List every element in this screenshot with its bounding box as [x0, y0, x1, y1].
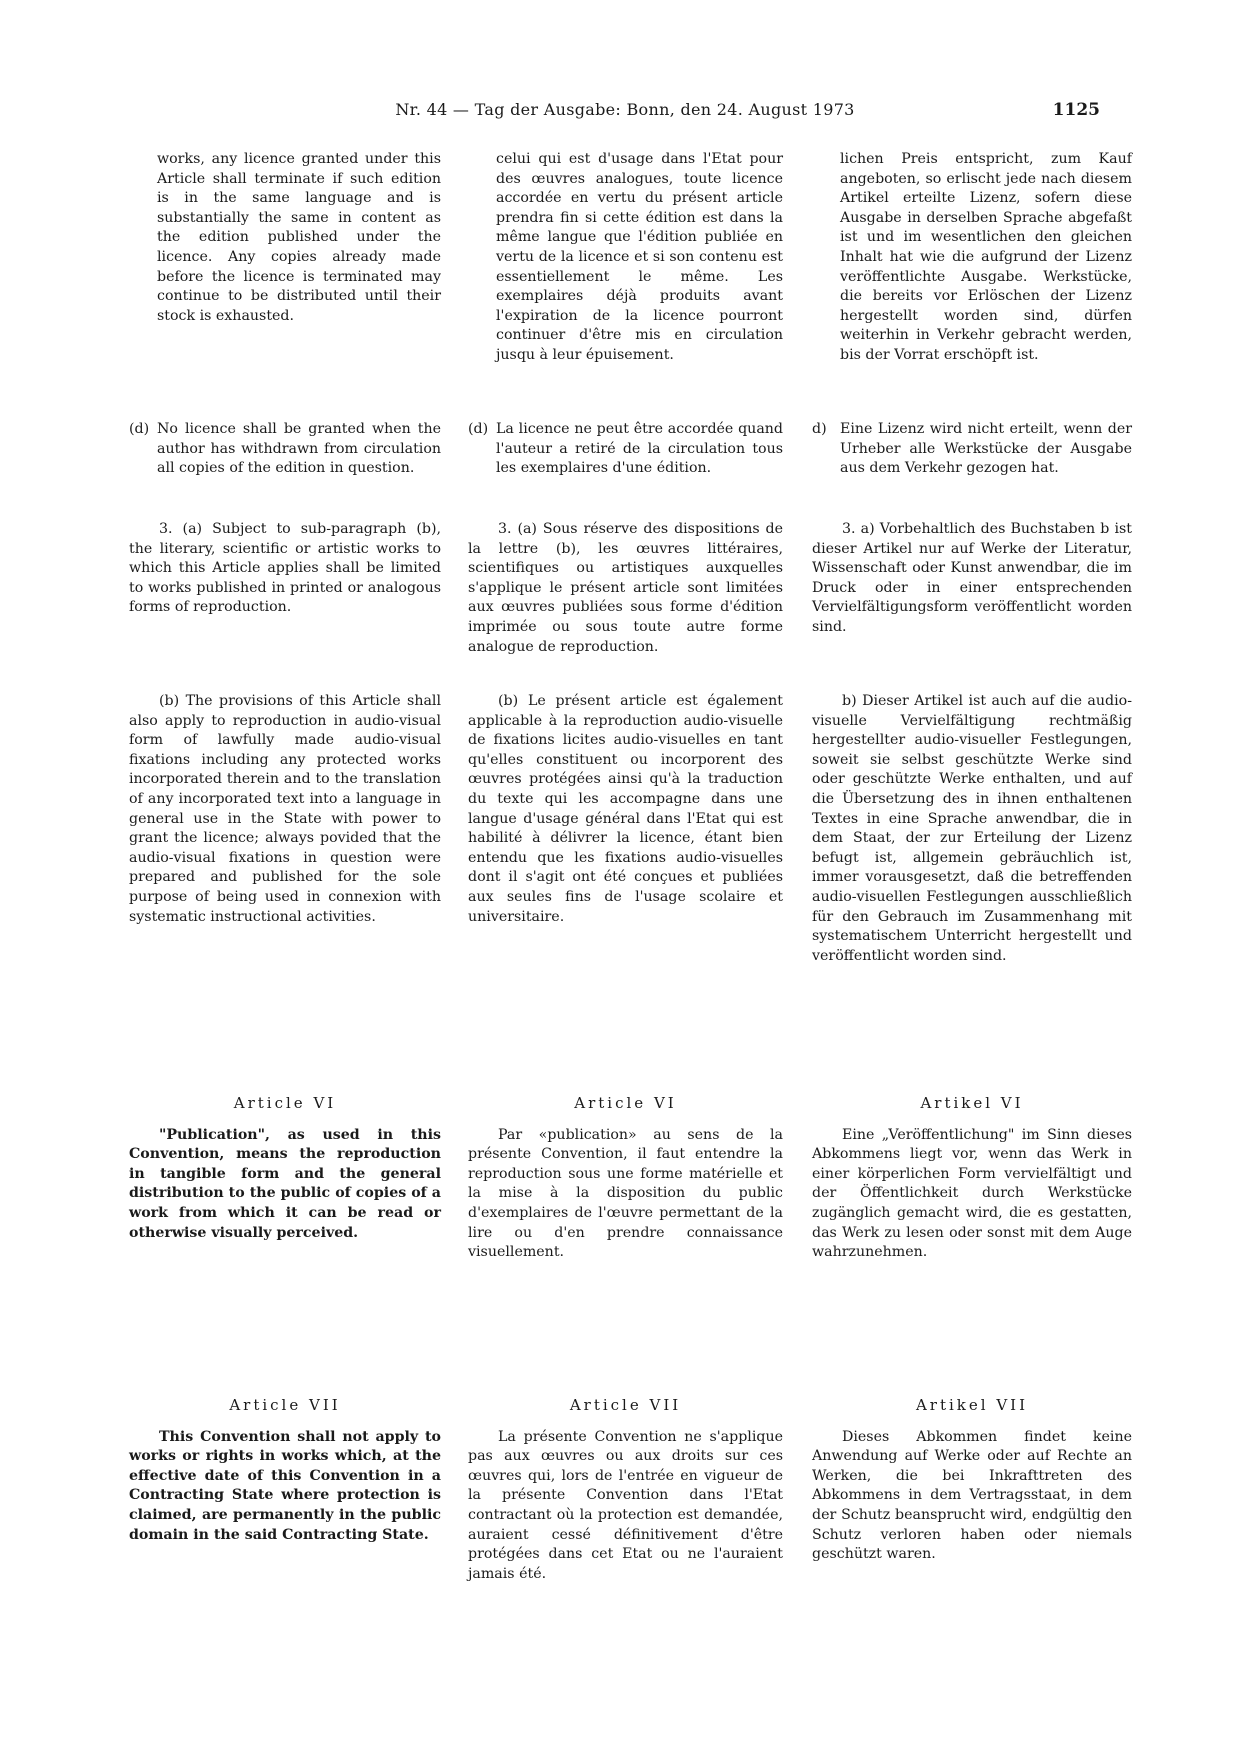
en-article-6-text: "Publication", as used in this Convention, means the reproduction in tangible form and the general distribution to the public of copies of a work from which it can be read or otherwise visually perceived. [129, 1126, 441, 1241]
fr-article-6 [468, 1094, 783, 1263]
en-article-7-text: This Convention shall not apply to works or rights in works which, at the effective date of this Convention in a Contracting State where protection is claimed, are permanently in the public domain in the said Contracting State. [129, 1428, 441, 1543]
de-paragraph-3b-text: b) Dieser Artikel ist auch auf die audio-visuelle Vervielfältigung rechtmäßig hergestellter audio-visueller Festlegungen, soweit sie selbst geschützte Werke sind oder geschützte Werke enthalten, und auf die Übersetzung des in ihnen enthaltenen Textes in eine Sprache anwendbar, die in dem Staat, der zur Erteilung der Lizenz befugt ist, allgemein gebräuchlich ist, immer vorausgesetzt, daß die betreffenden audio-visuellen Festlegungen ausschließlich für den Gebrauch im Zusammenhang mit systematischem Unterricht hergestellt und veröffentlicht worden sind. [812, 693, 1132, 964]
fr-item-d [468, 420, 783, 479]
de-paragraph-3a-text: 3. a) Vorbehaltlich des Buchstaben b ist dieser Artikel nur auf Werke der Literatur, Wissenschaft oder Kunst anwendbar, die im Druck oder in einer entsprechenden Vervielfältigungsform veröffentlicht worden sind. [812, 521, 1132, 635]
de-continuation-text: lichen Preis entspricht, zum Kauf angeboten, so erlischt jede nach diesem Artikel erteilte Lizenz, sofern diese Ausgabe in derselben Sprache abgefaßt ist und im wesentlichen den gleichen Inhalt hat wie die aufgrund der Lizenz veröffentlichte Ausgabe. Werkstücke, die bereits vor Erlöschen der Lizenz hergestellt worden sind, dürfen weiterhin in Verkehr gebracht werden, bis der Vorrat erschöpft ist. [840, 151, 1132, 363]
fr-article-7-text: La présente Convention ne s'applique pas aux œuvres ou aux droits sur ces œuvres qui, lors de l'entrée en vigueur de la présente Convention dans l'Etat contractant où la protection est demandée, auraient cessé définitivement d'être protégées dans cet Etat ou ne l'auraient jamais été. [468, 1428, 783, 1582]
fr-article-6-text: Par «publication» au sens de la présente Convention, il faut entendre la reproduction sous une forme matérielle et la mise à la disposition du public d'exemplaires de l'œuvre permettant de la lire ou d'en prendre connaissance visuellement. [468, 1126, 783, 1261]
header-title: Nr. 44 — Tag der Ausgabe: Bonn, den 24. August 1973 [395, 100, 855, 119]
fr-paragraph-3a-text: 3. (a) Sous réserve des dispositions de la lettre (b), les œuvres littéraires, scientifiques ou artistiques auxquelles s'applique le présent article sont limitées aux œuvres publiées sous forme d'édition imprimée ou sous toute autre forme analogue de reproduction. [468, 521, 783, 655]
de-article-6-text: Eine „Veröffentlichung" im Sinn dieses Abkommens liegt vor, wenn das Werk in einer körperlichen Form vervielfältigt und der Öffentlichkeit durch Werkstücke zugänglich gemacht wird, die es gestatten, das Werk zu lesen oder sonst mit dem Auge wahrzunehmen. [812, 1126, 1132, 1261]
de-item-d-mark: d) [812, 421, 827, 437]
de-item-d-text: Eine Lizenz wird nicht erteilt, wenn der Urheber alle Werkstücke der Ausgabe aus dem Verkehr gezogen hat. [840, 421, 1132, 477]
en-paragraph-3a-text: 3. (a) Subject to sub-paragraph (b), the literary, scientific or artistic works to which this Article applies shall be limited to works published in printed or analogous forms of reproduction. [129, 521, 441, 616]
en-item-d-mark: (d) [129, 421, 150, 437]
page-header [150, 100, 1100, 124]
en-article-7 [129, 1396, 441, 1545]
fr-item-d-mark: (d) [468, 421, 489, 437]
fr-paragraph-3b-text: (b) Le présent article est également applicable à la reproduction audio-visuelle de fixations licites audio-visuelles en tant qu'elles constituent ou incorporent des œuvres protégées ainsi qu'à la traduction du texte qui les accompagne dans une langue d'usage général dans l'Etat qui est habilité à délivrer la licence, étant bien entendu que les fixations audio-visuelles dont il s'agit ont été conçues et publiées aux seules fins de l'usage scolaire et universitaire. [468, 693, 783, 925]
de-article-6 [812, 1094, 1132, 1263]
fr-article-6-title: Article VI [574, 1094, 677, 1112]
de-article-7-text: Dieses Abkommen findet keine Anwendung auf Werke oder auf Rechte an Werken, die bei Inkrafttreten des Abkommens in dem Vertragsstaat, in dem der Schutz beansprucht wird, endgültig den Schutz verloren haben oder niemals geschützt waren. [812, 1428, 1132, 1563]
en-paragraph-3a [129, 520, 441, 618]
en-continuation [129, 150, 441, 326]
de-paragraph-3a [812, 520, 1132, 638]
de-paragraph-3b [812, 692, 1132, 966]
fr-continuation-text: celui qui est d'usage dans l'Etat pour des œuvres analogues, toute licence accordée en vertu du présent article prendra fin si cette édition est dans la même langue que l'édition publiée en vertu de la licence et si son contenu est essentiellement le même. Les exemplaires déjà produits avant l'expiration de la licence pourront continuer d'être mis en circulation jusqu à leur épuisement. [496, 151, 783, 363]
en-item-d-text: No licence shall be granted when the author has withdrawn from circulation all copies of the edition in question. [157, 421, 441, 477]
de-article-7 [812, 1396, 1132, 1565]
de-article-6-title: Artikel VI [920, 1094, 1024, 1112]
en-continuation-text: works, any licence granted under this Article shall terminate if such edition is in the same language and is substantially the same in content as the edition published under the licence. Any copies already made before the licence is terminated may continue to be distributed until their stock is exhausted. [157, 151, 441, 324]
en-paragraph-3b-text: (b) The provisions of this Article shall also apply to reproduction in audio-visual form of lawfully made audio-visual fixations including any protected works incorporated therein and to the translation of any incorporated text into a language in general use in the State with power to grant the licence; always povided that the audio-visual fixations in question were prepared and published for the sole purpose of being used in connexion with systematic instructional activities. [129, 693, 441, 925]
en-article-6 [129, 1094, 441, 1243]
fr-continuation [468, 150, 783, 366]
fr-paragraph-3b [468, 692, 783, 927]
en-item-d [129, 420, 441, 479]
fr-item-d-text: La licence ne peut être accordée quand l'auteur a retiré de la circulation tous les exemplaires d'une édition. [496, 421, 783, 477]
en-article-6-title: Article VI [233, 1094, 337, 1112]
de-article-7-title: Artikel VII [915, 1396, 1029, 1414]
de-item-d [812, 420, 1132, 479]
de-continuation [812, 150, 1132, 366]
fr-article-7 [468, 1396, 783, 1584]
fr-article-7-title: Article VII [569, 1396, 682, 1414]
en-article-7-title: Article VII [229, 1396, 341, 1414]
page-number: 1125 [1052, 100, 1100, 120]
fr-paragraph-3a [468, 520, 783, 657]
en-paragraph-3b [129, 692, 441, 927]
